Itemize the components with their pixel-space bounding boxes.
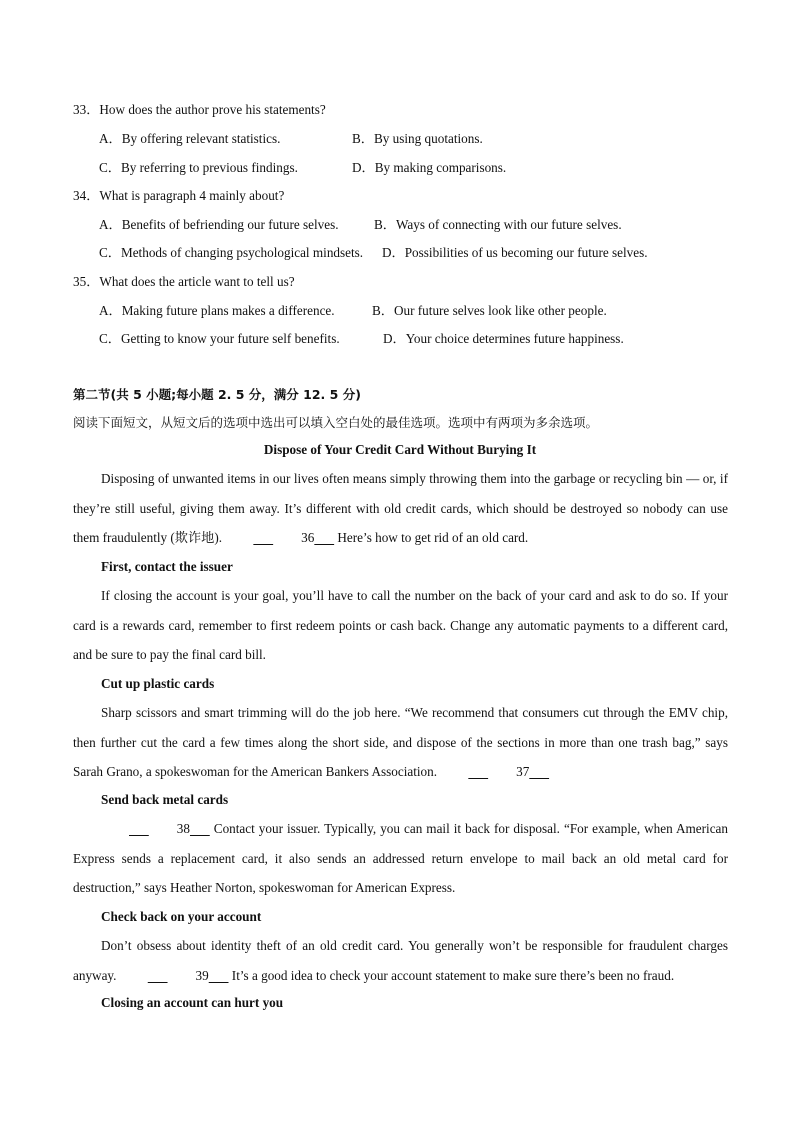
question-35-stem: 35．What does the article want to tell us? — [73, 274, 295, 289]
blank-38 — [101, 814, 210, 844]
paragraph-5 — [73, 931, 728, 990]
paragraph-3-text: Sharp scissors and smart trimming will do the job here. “We recommend that consumers cut through the EMV chip, then further cut the card a few times along the short side, and dispose of the sections in more than one trash bag,” says Sarah Grano, a spokeswoman for the American Bankers Association. — [73, 705, 728, 780]
paragraph-3 — [73, 698, 728, 787]
paragraph-5-text-after: It’s a good idea to check your account statement to make sure there’s been no fraud. — [228, 967, 675, 983]
heading-contact-issuer: First, contact the issuer — [101, 559, 233, 574]
question-34-option-d: D．Possibilities of us becoming our future selves. — [382, 245, 648, 260]
question-33-option-b: B．By using quotations. — [352, 131, 483, 146]
blank-36-number: 36 — [301, 530, 315, 546]
blank-36 — [225, 523, 334, 553]
paragraph-2: If closing the account is your goal, you’ll have to call the number on the back of your card and ask to do so. If your card is a rewards card, remember to first redeem points or cash back. Change any automatic payments to a different card, and be sure to pay the final card bill. — [73, 588, 728, 663]
heading-metal-cards: Send back metal cards — [101, 792, 229, 807]
question-34-option-a: A．Benefits of befriending our future selves. — [99, 217, 339, 232]
paragraph-5-text-before: Don’t obsess about identity theft of an old credit card. You generally won’t be responsible for fraudulent charges anyway. — [73, 938, 728, 983]
blank-37-number: 37 — [516, 764, 530, 780]
section-heading: 第二节(共 5 小题;每小题 2. 5 分，满分 12. 5 分) — [73, 387, 361, 402]
question-35-option-d: D．Your choice determines future happiness. — [383, 331, 624, 346]
question-34-option-b: B．Ways of connecting with our future selves. — [374, 217, 622, 232]
paragraph-1-text-after: Here’s how to get rid of an old card. — [334, 530, 529, 546]
paragraph-1 — [73, 464, 728, 553]
paragraph-1-text-before: Disposing of unwanted items in our lives often means simply throwing them into the garbage or recycling bin — or, if they’re still useful, giving them away. It’s different with old credit cards, which should be destroyed so nobody can use them fraudulently (欺诈地). — [73, 471, 728, 546]
question-33-stem: 33．How does the author prove his statements? — [73, 102, 326, 117]
question-35-option-a: A．Making future plans makes a difference. — [99, 303, 335, 318]
paragraph-4-text: Contact your issuer. Typically, you can mail it back for disposal. “For example, when American Express sends a replacement card, it also sends an addressed return envelope to mail back an old metal card for destruction,” says Heather Norton, spokeswoman for American Express. — [73, 821, 728, 896]
question-34-stem: 34．What is paragraph 4 mainly about? — [73, 188, 285, 203]
question-34-option-c: C．Methods of changing psychological mindsets. — [99, 245, 364, 260]
question-33-option-c: C．By referring to previous findings. — [99, 160, 298, 175]
blank-37 — [440, 757, 549, 787]
question-33-option-a: A．By offering relevant statistics. — [99, 131, 281, 146]
article-title: Dispose of Your Credit Card Without Burying It — [263, 442, 537, 457]
heading-cut-plastic: Cut up plastic cards — [101, 676, 215, 691]
section-instruction: 阅读下面短文，从短文后的选项中选出可以填入空白处的最佳选项。选项中有两项为多余选项。 — [73, 415, 599, 430]
question-35-option-c: C．Getting to know your future self benefits. — [99, 331, 340, 346]
blank-38-number: 38 — [176, 821, 190, 836]
question-35-option-b: B．Our future selves look like other people. — [372, 303, 607, 318]
blank-39 — [120, 961, 229, 991]
heading-closing-account: Closing an account can hurt you — [101, 995, 284, 1010]
heading-check-account: Check back on your account — [101, 909, 262, 924]
paragraph-4 — [73, 814, 728, 903]
question-33-option-d: D．By making comparisons. — [352, 160, 507, 175]
blank-39-number: 39 — [195, 967, 209, 983]
